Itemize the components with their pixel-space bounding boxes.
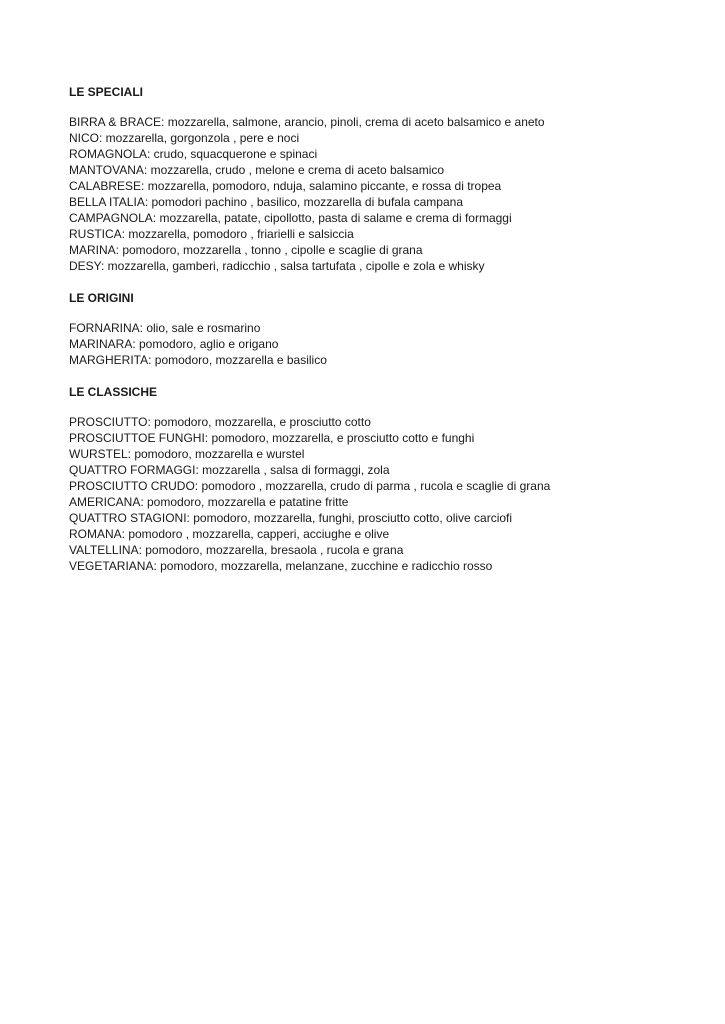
pizza-item: PROSCIUTTO: pomodoro, mozzarella, e prosciutto cotto <box>69 415 371 429</box>
section-le-origini <box>69 290 689 368</box>
pizza-item: MARGHERITA: pomodoro, mozzarella e basilico <box>69 353 327 367</box>
pizza-list <box>69 114 689 274</box>
pizza-item: DESY: mozzarella, gamberi, radicchio , salsa tartufata , cipolle e zola e whisky <box>69 259 485 273</box>
pizza-item: PROSCIUTTO CRUDO: pomodoro , mozzarella, crudo di parma , rucola e scaglie di grana <box>69 479 551 493</box>
pizza-item: VALTELLINA: pomodoro, mozzarella, bresaola , rucola e grana <box>69 543 404 557</box>
menu-document <box>69 84 689 574</box>
pizza-item: ROMAGNOLA: crudo, squacquerone e spinaci <box>69 147 318 161</box>
pizza-item: RUSTICA: mozzarella, pomodoro , friarielli e salsiccia <box>69 227 354 241</box>
pizza-item: NICO: mozzarella, gorgonzola , pere e noci <box>69 131 300 145</box>
pizza-list <box>69 414 689 574</box>
pizza-item: QUATTRO FORMAGGI: mozzarella , salsa di formaggi, zola <box>69 463 390 477</box>
pizza-item: WURSTEL: pomodoro, mozzarella e wurstel <box>69 447 305 461</box>
section-title: LE CLASSICHE <box>69 385 158 399</box>
section-le-classiche <box>69 384 689 574</box>
pizza-item: BELLA ITALIA: pomodori pachino , basilico, mozzarella di bufala campana <box>69 195 463 209</box>
pizza-item: FORNARINA: olio, sale e rosmarino <box>69 321 261 335</box>
section-title: LE ORIGINI <box>69 291 134 305</box>
pizza-item: MARINA: pomodoro, mozzarella , tonno , cipolle e scaglie di grana <box>69 243 423 257</box>
pizza-item: ROMANA: pomodoro , mozzarella, capperi, acciughe e olive <box>69 527 390 541</box>
pizza-item: BIRRA & BRACE: mozzarella, salmone, arancio, pinoli, crema di aceto balsamico e aneto <box>69 115 545 129</box>
pizza-item: CALABRESE: mozzarella, pomodoro, nduja, salamino piccante, e rossa di tropea <box>69 179 502 193</box>
section-title: LE SPECIALI <box>69 85 144 99</box>
pizza-item: PROSCIUTTOE FUNGHI: pomodoro, mozzarella, e prosciutto cotto e funghi <box>69 431 475 445</box>
pizza-item: AMERICANA: pomodoro, mozzarella e patatine fritte <box>69 495 349 509</box>
section-le-speciali <box>69 84 689 274</box>
pizza-item: VEGETARIANA: pomodoro, mozzarella, melanzane, zucchine e radicchio rosso <box>69 559 493 573</box>
pizza-item: QUATTRO STAGIONI: pomodoro, mozzarella, funghi, prosciutto cotto, olive carciofi <box>69 511 513 525</box>
pizza-item: CAMPAGNOLA: mozzarella, patate, cipollotto, pasta di salame e crema di formaggi <box>69 211 512 225</box>
pizza-item: MARINARA: pomodoro, aglio e origano <box>69 337 279 351</box>
pizza-item: MANTOVANA: mozzarella, crudo , melone e crema di aceto balsamico <box>69 163 445 177</box>
pizza-list <box>69 320 689 368</box>
